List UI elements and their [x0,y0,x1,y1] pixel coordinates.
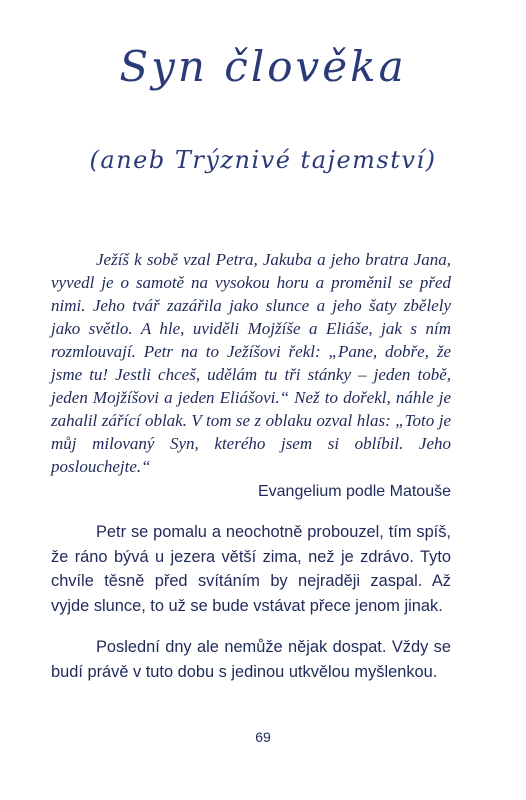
epigraph-source: Evangelium podle Matouše [257,483,451,500]
body-paragraph: Poslední dny ale nemůže nějak dospat. Vždy se budí právě v tuto dobu s jedinou utkvělou myšlenkou. [51,638,451,681]
chapter-subtitle: (aneb Trýznivé tajemství) [89,146,437,174]
page-number: 69 [255,729,271,745]
chapter-title: Syn člověka [119,42,407,91]
body-paragraph: Petr se pomalu a neochotně probouzel, tím spíš, že ráno bývá u jezera větší zima, než je zdrávo. Tyto chvíle těsně před svítáním by nejraději zaspal. Až vyjde slunce, to už se bude vstávat přece jenom jinak. [51,523,451,615]
epigraph-quote: Ježíš k sobě vzal Petra, Jakuba a jeho bratra Jana, vyvedl je o samotě na vysokou horu a proměnil se před nimi. Jeho tvář zazářila jako slunce a jeho šaty zbělely jako světlo. A hle, uviděli Mojžíše a Eliáše, jak s ním rozmlouvají. Petr na to Ježíšovi řekl: „Pane, dobře, že jsme tu! Jestli chceš, udělám tu tři stánky – jeden tobě, jeden Mojžíšovi a jeden Eliášovi.“ Než to dořekl, náhle je zahalil zářící oblak. V tom se z oblaku ozval hlas: „Toto je můj milovaný Syn, kterého jsem si oblíbil. Jeho poslouchejte.“ [51,250,451,476]
